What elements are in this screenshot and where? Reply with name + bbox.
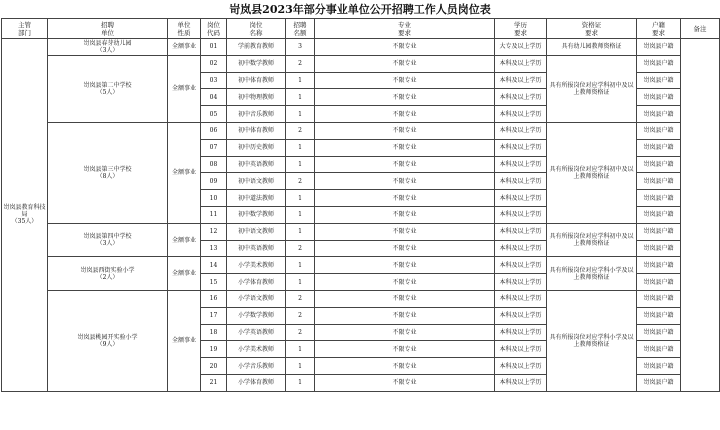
code-cell: 10 [201,190,227,207]
edu-cell: 本科及以上学历 [495,341,547,358]
position-name-cell: 初中物理教师 [227,89,286,106]
unit-cell: 岢岚县第二中学校 （5人） [48,55,168,122]
hukou-cell: 岢岚县户籍 [637,274,681,291]
code-cell: 19 [201,341,227,358]
hukou-cell: 岢岚县户籍 [637,341,681,358]
position-name-cell: 初中英语教师 [227,156,286,173]
hukou-cell: 岢岚县户籍 [637,106,681,123]
header-nature: 单位 性质 [168,19,201,39]
code-cell: 11 [201,206,227,223]
hukou-cell: 岢岚县户籍 [637,190,681,207]
code-cell: 18 [201,324,227,341]
hukou-cell: 岢岚县户籍 [637,55,681,72]
code-cell: 04 [201,89,227,106]
position-name-cell: 初中语文教师 [227,173,286,190]
hukou-cell: 岢岚县户籍 [637,358,681,375]
quota-cell: 1 [286,190,315,207]
code-cell: 17 [201,307,227,324]
code-cell: 14 [201,257,227,274]
header-note: 备注 [681,19,720,39]
edu-cell: 本科及以上学历 [495,257,547,274]
table-row [2,257,720,274]
quota-cell: 1 [286,257,315,274]
quota-cell: 1 [286,156,315,173]
code-cell: 20 [201,358,227,375]
edu-cell: 本科及以上学历 [495,173,547,190]
edu-cell: 本科及以上学历 [495,55,547,72]
quota-cell: 1 [286,341,315,358]
hukou-cell: 岢岚县户籍 [637,290,681,307]
cert-cell: 具有幼儿园教师资格证 [547,39,637,56]
cert-cell: 具有所报岗位对应学科初中及以上教师资格证 [547,223,637,257]
hukou-cell: 岢岚县户籍 [637,374,681,391]
nature-cell: 全额事业 [168,257,201,291]
position-name-cell: 小学语文教师 [227,290,286,307]
major-cell: 不限专业 [315,156,495,173]
unit-cell: 岢岚县西街实验小学 （2人） [48,257,168,291]
quota-cell: 2 [286,122,315,139]
hukou-cell: 岢岚县户籍 [637,257,681,274]
quota-cell: 1 [286,72,315,89]
position-name-cell: 小学数学教师 [227,307,286,324]
unit-cell: 岢岚县春芽幼儿园 （3人） [48,39,168,56]
position-name-cell: 初中历史教师 [227,139,286,156]
table-row [2,55,720,72]
quota-cell: 1 [286,223,315,240]
table-row [2,122,720,139]
position-name-cell: 初中英语教师 [227,240,286,257]
major-cell: 不限专业 [315,106,495,123]
edu-cell: 本科及以上学历 [495,307,547,324]
position-name-cell: 初中音乐教师 [227,106,286,123]
edu-cell: 本科及以上学历 [495,324,547,341]
header-edu: 学历 要求 [495,19,547,39]
edu-cell: 本科及以上学历 [495,72,547,89]
nature-cell: 全额事业 [168,55,201,122]
major-cell: 不限专业 [315,257,495,274]
quota-cell: 1 [286,106,315,123]
major-cell: 不限专业 [315,39,495,56]
code-cell: 03 [201,72,227,89]
position-name-cell: 初中数学教师 [227,206,286,223]
major-cell: 不限专业 [315,374,495,391]
major-cell: 不限专业 [315,190,495,207]
edu-cell: 本科及以上学历 [495,374,547,391]
position-name-cell: 初中道法教师 [227,190,286,207]
cert-cell: 具有所报岗位对应学科小学及以上教师资格证 [547,290,637,391]
nature-cell: 全额事业 [168,223,201,257]
major-cell: 不限专业 [315,358,495,375]
hukou-cell: 岢岚县户籍 [637,122,681,139]
quota-cell: 1 [286,89,315,106]
major-cell: 不限专业 [315,274,495,291]
major-cell: 不限专业 [315,324,495,341]
edu-cell: 本科及以上学历 [495,358,547,375]
major-cell: 不限专业 [315,223,495,240]
nature-cell: 全额事业 [168,290,201,391]
code-cell: 15 [201,274,227,291]
edu-cell: 本科及以上学历 [495,190,547,207]
table-row [2,39,720,56]
quota-cell: 1 [286,358,315,375]
position-name-cell: 小学美术教师 [227,257,286,274]
major-cell: 不限专业 [315,173,495,190]
quota-cell: 2 [286,240,315,257]
major-cell: 不限专业 [315,307,495,324]
major-cell: 不限专业 [315,122,495,139]
header-quota: 招聘 名额 [286,19,315,39]
position-name-cell: 学前教育教师 [227,39,286,56]
header-cert: 资格证 要求 [547,19,637,39]
cert-cell: 具有所报岗位对应学科小学及以上教师资格证 [547,257,637,291]
hukou-cell: 岢岚县户籍 [637,223,681,240]
recruitment-table [1,18,720,392]
edu-cell: 本科及以上学历 [495,89,547,106]
code-cell: 07 [201,139,227,156]
position-name-cell: 小学体育教师 [227,374,286,391]
quota-cell: 3 [286,39,315,56]
table-row [2,290,720,307]
edu-cell: 本科及以上学历 [495,206,547,223]
code-cell: 05 [201,106,227,123]
quota-cell: 1 [286,274,315,291]
hukou-cell: 岢岚县户籍 [637,240,681,257]
header-dept: 主管 部门 [2,19,48,39]
edu-cell: 本科及以上学历 [495,139,547,156]
edu-cell: 大专及以上学历 [495,39,547,56]
position-name-cell: 初中语文教师 [227,223,286,240]
major-cell: 不限专业 [315,240,495,257]
edu-cell: 本科及以上学历 [495,106,547,123]
major-cell: 不限专业 [315,55,495,72]
quota-cell: 1 [286,206,315,223]
quota-cell: 2 [286,290,315,307]
quota-cell: 2 [286,324,315,341]
code-cell: 21 [201,374,227,391]
edu-cell: 本科及以上学历 [495,122,547,139]
table-header [2,19,720,39]
major-cell: 不限专业 [315,341,495,358]
code-cell: 09 [201,173,227,190]
position-name-cell: 小学英语教师 [227,324,286,341]
hukou-cell: 岢岚县户籍 [637,173,681,190]
unit-cell: 岢岚县第四中学校 （3人） [48,223,168,257]
nature-cell: 全额事业 [168,39,201,56]
hukou-cell: 岢岚县户籍 [637,72,681,89]
hukou-cell: 岢岚县户籍 [637,139,681,156]
hukou-cell: 岢岚县户籍 [637,307,681,324]
position-name-cell: 初中体育教师 [227,72,286,89]
quota-cell: 2 [286,55,315,72]
table-row [2,223,720,240]
code-cell: 02 [201,55,227,72]
hukou-cell: 岢岚县户籍 [637,89,681,106]
nature-cell: 全额事业 [168,122,201,223]
major-cell: 不限专业 [315,139,495,156]
cert-cell: 具有所报岗位对应学科初中及以上教师资格证 [547,55,637,122]
position-name-cell: 小学体育教师 [227,274,286,291]
edu-cell: 本科及以上学历 [495,290,547,307]
header-hukou: 户籍 要求 [637,19,681,39]
quota-cell: 1 [286,374,315,391]
header-major: 专业 要求 [315,19,495,39]
major-cell: 不限专业 [315,89,495,106]
code-cell: 06 [201,122,227,139]
edu-cell: 本科及以上学历 [495,223,547,240]
hukou-cell: 岢岚县户籍 [637,324,681,341]
header-code: 岗位 代码 [201,19,227,39]
header-unit: 招聘 单位 [48,19,168,39]
code-cell: 13 [201,240,227,257]
quota-cell: 1 [286,139,315,156]
edu-cell: 本科及以上学历 [495,274,547,291]
position-name-cell: 小学美术教师 [227,341,286,358]
position-name-cell: 初中数学教师 [227,55,286,72]
major-cell: 不限专业 [315,206,495,223]
note-cell [681,39,720,392]
position-name-cell: 小学音乐教师 [227,358,286,375]
cert-cell: 具有所报岗位对应学科初中及以上教师资格证 [547,122,637,223]
major-cell: 不限专业 [315,72,495,89]
department-cell: 岢岚县教育科技局 （35人） [2,39,48,392]
document-title: 岢岚县2023年部分事业单位公开招聘工作人员岗位表 [229,3,491,16]
hukou-cell: 岢岚县户籍 [637,206,681,223]
edu-cell: 本科及以上学历 [495,240,547,257]
quota-cell: 2 [286,307,315,324]
hukou-cell: 岢岚县户籍 [637,39,681,56]
major-cell: 不限专业 [315,290,495,307]
code-cell: 16 [201,290,227,307]
code-cell: 08 [201,156,227,173]
position-name-cell: 初中体育教师 [227,122,286,139]
edu-cell: 本科及以上学历 [495,156,547,173]
header-name: 岗位 名称 [227,19,286,39]
hukou-cell: 岢岚县户籍 [637,156,681,173]
code-cell: 12 [201,223,227,240]
table-body [2,39,720,392]
quota-cell: 2 [286,173,315,190]
unit-cell: 岢岚县桃园开实验小学 （9人） [48,290,168,391]
code-cell: 01 [201,39,227,56]
unit-cell: 岢岚县第三中学校 （8人） [48,122,168,223]
